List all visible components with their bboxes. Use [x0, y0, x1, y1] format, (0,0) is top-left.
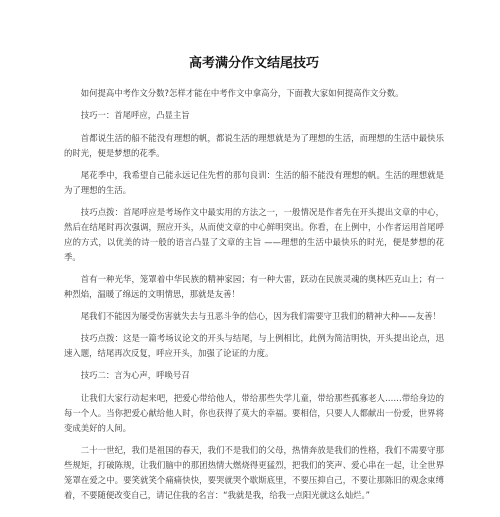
example-opening-2: 首有一种光华，笼罩着中华民族的精神家园；有一种大雷，跃动在民族灵魂的奥林匹克山上；有一种烈焰，温暖了绵远的文明情思，那就是友善！ [64, 274, 444, 299]
page-title: 高考满分作文结尾技巧 [188, 56, 319, 71]
example-paragraph-4: 二十一世纪，我们是祖国的春天，我们不是我们的父母，热情奔放是我们的性格，我们不需要守那些规矩，打破陈规，让我们脑中的那团热情大燃烧得更猛烈，把我们的笑声、爱心串在一起，让全世界笼罩在爱之中。要笑就笑个痛痛快快，要哭就哭个歇斯底里，不要压抑自己，不要让那陈旧的观念束缚着，不要随便改变自己，请记住我的名言：“我就是我，给我一点阳光就这么灿烂。” [64, 445, 444, 500]
tip-paragraph-1: 技巧点拨：首尾呼应是考场作文中最实用的方法之一，一般情况是作者先在开头提出文章的中心，然后在结尾时再次强调，照应开头，从而使文章的中心鲜明突出。你看，在上例中，小作者运用首尾呼应的方式，以优美的诗一般的语言凸显了文章的主旨 ——理想的生活中最快乐的时光，便是梦想的花季。 [64, 207, 444, 262]
section-heading-1: 技巧一：首尾呼应，凸显主旨 [80, 110, 190, 120]
example-ending-1: 尾花季中，我希望自己能永远记住先哲的那句良训：生活的船不能没有理想的帆。生活的理想就是为了理想的生活。 [64, 170, 444, 195]
section-heading-2: 技巧二：言为心声，呼唤号召 [80, 370, 190, 380]
example-ending-2: 尾我们不能因为屡受伤害就失去与丑恶斗争的信心，因为我们需要守卫我们的精神大种——友善！ [80, 311, 441, 321]
example-paragraph-3: 让我们大家行动起来吧，把爱心带给他人，带给那些失学儿童，带给那些孤寡老人……带给身边的每一个人。当你把爱心献给他人时，你也获得了莫大的幸福。要相信，只要人人都献出一份爱，世界将变成美好的人间。 [64, 393, 444, 433]
example-opening-1: 首都说生活的船不能没有理想的帆，都说生活的理想就是为了理想的生活，而理想的生活中最快乐的时光，便是梦想的花季。 [64, 133, 444, 158]
tip-paragraph-2: 技巧点拨：这是一篇考场议论文的开头与结尾，与上例相比，此例为简洁明快，开头提出论点，迅速入题，结尾再次反复，呼应开头，加强了论证的力度。 [64, 333, 444, 358]
intro-paragraph: 如何提高中考作文分数?怎样才能在中考作文中拿高分，下面教大家如何提高作文分数。 [80, 88, 404, 98]
